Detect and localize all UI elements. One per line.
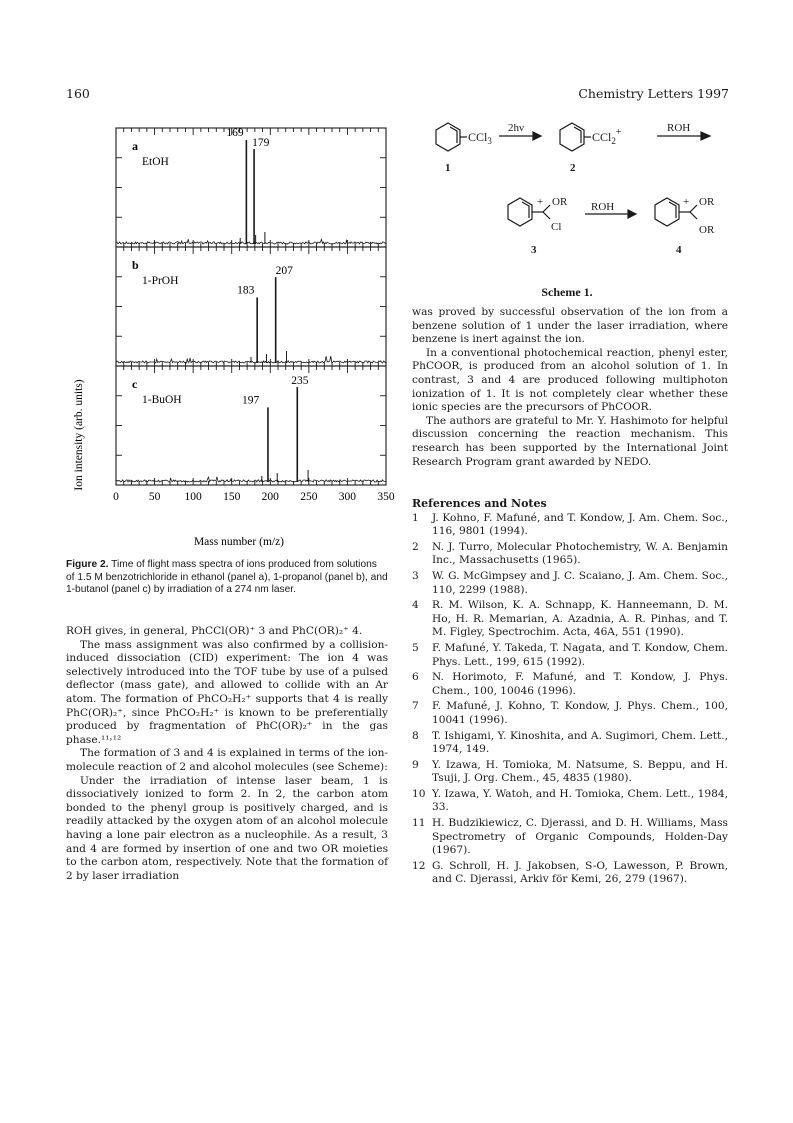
x-tick-label: 100 xyxy=(184,491,202,503)
reference-item xyxy=(412,730,728,757)
references-section xyxy=(412,497,728,889)
figure-caption-text: Time of flight mass spectra of ions produced from solutions of 1.5 M benzotrichloride in ethanol (panel a), 1-propanol (panel b), and 1-butanol (panel c) by irradiation of a 274 nm laser. xyxy=(66,559,388,596)
reference-number: 2 xyxy=(412,540,419,553)
ccl2-cation-group: CCl$_2$+ xyxy=(592,127,622,146)
reference-number: 6 xyxy=(412,671,419,684)
arrow-1 xyxy=(533,132,541,140)
peak-label-179: 179 xyxy=(252,137,270,150)
references-heading: References and Notes xyxy=(412,497,547,510)
reference-text: N. Horimoto, F. Mafuné, and T. Kondow, J. Phys. Chem., 100, 10046 (1996). xyxy=(432,671,728,697)
right-body-text xyxy=(412,306,728,469)
arrow-3 xyxy=(628,210,636,218)
reference-text: T. Ishigami, Y. Kinoshita, and A. Sugimori, Chem. Lett., 1974, 149. xyxy=(432,729,728,756)
spectrum-panel-a xyxy=(116,127,386,247)
panel-solvent: 1-PrOH xyxy=(142,275,179,287)
compound-label-4: 4 xyxy=(676,244,682,256)
reference-number: 10 xyxy=(412,787,426,800)
x-tick-label: 150 xyxy=(223,491,241,503)
reference-item xyxy=(412,817,728,858)
reference-number: 12 xyxy=(412,859,426,872)
paragraph: Under the irradiation of intense laser beam, 1 is dissociatively ionized to form 2. In 2, the carbon atom bonded to the phenyl group is positively charged, and is readily attacked by the oxygen atom of an alcohol molecule having a lone pair electron as a nucleophile. As a result, 3 and 4 are formed by insertion of one and two OR moieties to the carbon atom, respectively. Note that the formation of 2 by laser irradiation xyxy=(66,774,388,882)
reference-number: 3 xyxy=(412,569,419,582)
peak-label-169: 169 xyxy=(226,127,244,140)
peak-label-183: 183 xyxy=(237,284,255,297)
paragraph: ROH gives, in general, PhCCl(OR)⁺ 3 and PhC(OR)₂⁺ 4. xyxy=(66,625,363,637)
panel-letter: c xyxy=(132,377,138,391)
benzene-ring-1 xyxy=(436,123,460,151)
paragraph: The formation of 3 and 4 is explained in terms of the ion-molecule reaction of 2 and alcohol molecules (see Scheme): xyxy=(66,747,388,773)
panel-solvent: EtOH xyxy=(142,156,169,168)
reference-text: F. Mafuné, Y. Takeda, T. Nagata, and T. Kondow, Chem. Phys. Lett., 199, 615 (1992). xyxy=(432,641,728,668)
peak-label-235: 235 xyxy=(291,375,309,388)
reference-text: N. J. Turro, Molecular Photochemistry, W. A. Benjamin Inc., Massachusetts (1965). xyxy=(432,540,728,567)
reference-item xyxy=(412,570,728,597)
panel-letter: b xyxy=(132,258,139,272)
compound-label-3: 3 xyxy=(531,244,537,256)
reference-number: 11 xyxy=(412,817,426,830)
scheme-title: Scheme 1. xyxy=(541,285,593,299)
x-tick-label: 250 xyxy=(300,491,318,503)
peak-label-207: 207 xyxy=(275,265,293,278)
x-tick-label: 50 xyxy=(148,491,161,503)
reference-item xyxy=(412,700,728,727)
reference-text: F. Mafuné, J. Kohno, T. Kondow, J. Phys. Chem., 100, 10041 (1996). xyxy=(432,700,728,726)
x-tick-label: 350 xyxy=(377,491,395,503)
journal-title: Chemistry Letters 1997 xyxy=(578,86,729,101)
x-axis-label: Mass number (m/z) xyxy=(193,536,285,548)
left-body-text xyxy=(66,625,388,883)
reference-number: 9 xyxy=(412,758,419,771)
ccl3-group: CCl$_3$ xyxy=(468,130,492,146)
arrow-2 xyxy=(701,132,710,140)
spectrum-baseline xyxy=(116,239,385,244)
reference-text: Y. Izawa, Y. Watoh, and H. Tomioka, Chem. Lett., 1984, 33. xyxy=(432,787,728,814)
reagent-roh-1: ROH xyxy=(667,122,691,134)
figure-caption xyxy=(66,559,388,597)
figure-caption-label: Figure 2. xyxy=(66,559,109,570)
reference-number: 7 xyxy=(412,700,419,713)
reference-item xyxy=(412,759,728,786)
plus-charge-4: + xyxy=(683,196,690,208)
reference-text: G. Schroll, H. J. Jakobsen, S-O, Lawesson, P. Brown, and C. Djerassi, Arkiv för Kemi, 26, 279 (1967). xyxy=(432,859,728,886)
or-substituent-3: OR xyxy=(552,196,568,208)
x-tick-label: 0 xyxy=(113,491,119,503)
reaction-scheme xyxy=(405,110,730,300)
reference-text: H. Budzikiewicz, C. Djerassi, and D. H. Williams, Mass Spectrometry of Organic Compounds, Holden-Day (1967). xyxy=(432,817,728,857)
peak-label-197: 197 xyxy=(241,394,260,407)
paragraph: was proved by successful observation of the ion from a benzene solution of 1 under the laser irradiation, where benzene is inert against the ion. xyxy=(412,306,728,346)
panel-letter: a xyxy=(132,139,138,153)
cl-substituent-3: Cl xyxy=(551,221,562,233)
references-list xyxy=(412,512,728,887)
plus-charge-3: + xyxy=(537,196,544,208)
paragraph: The authors are grateful to Mr. Y. Hashimoto for helpful discussion concerning the reaction mechanism. This research has been supported by the International Joint Research Program grant awarded by NEDO. xyxy=(412,414,728,468)
reference-item xyxy=(412,642,728,669)
page-number: 160 xyxy=(66,86,90,101)
paragraph: The mass assignment was also confirmed by a collision-induced dissociation (CID) experiment: The ion 4 was selectively introduced into the TOF tube by use of a pulsed deflector (mass gate), and allowed to collide with an Ar atom. The formation of PhCO₂H₂⁺ supports that 4 is really PhC(OR)₂⁺, since PhCO₂H₂⁺ is known to be preferentially produced by fragmentation of PhC(OR)₂⁺ in the gas phase.¹¹˒¹² xyxy=(66,638,388,746)
reference-text: R. M. Wilson, K. A. Schnapp, K. Hanneemann, D. M. Ho, H. R. Memarian, A. Azadnia, A. R. Pinhas, and T. M. Figley, Spectrochim. Acta, 46A, 551 (1990). xyxy=(432,599,728,639)
reagent-2hv: 2hν xyxy=(508,122,524,134)
reference-number: 4 xyxy=(412,599,419,612)
spectrum-panel-c xyxy=(116,366,386,485)
spectrum-baseline xyxy=(116,477,385,482)
reference-item xyxy=(412,541,728,568)
reagent-roh-2: ROH xyxy=(591,201,615,213)
paragraph: In a conventional photochemical reaction, phenyl ester, PhCOOR, is produced from an alcohol solution of 1. In contrast, 3 and 4 are produced following multiphoton ionization of 1. It is not completely clear whether these ionic species are the precursors of PhCOOR. xyxy=(412,346,728,414)
compound-label-1: 1 xyxy=(445,162,451,174)
x-tick-label: 200 xyxy=(261,491,279,503)
y-axis-label: Ion intensity (arb. units) xyxy=(73,379,85,491)
reference-text: Y. Izawa, H. Tomioka, M. Natsume, S. Beppu, and H. Tsuji, J. Org. Chem., 45, 4835 (1980). xyxy=(432,758,728,785)
reference-text: W. G. McGimpsey and J. C. Scaiano, J. Am. Chem. Soc., 110, 2299 (1988). xyxy=(432,569,728,596)
reference-item xyxy=(412,599,728,640)
spectrum-panel-b xyxy=(116,247,386,366)
x-tick-label: 300 xyxy=(338,491,357,503)
reference-item xyxy=(412,860,728,887)
reference-item xyxy=(412,788,728,815)
reference-number: 8 xyxy=(412,729,419,742)
reference-number: 5 xyxy=(412,641,419,654)
reference-text: J. Kohno, F. Mafuné, and T. Kondow, J. Am. Chem. Soc., 116, 9801 (1994). xyxy=(432,511,728,538)
reference-number: 1 xyxy=(412,511,419,524)
mass-spectra-figure xyxy=(66,112,396,552)
compound-label-2: 2 xyxy=(570,162,576,174)
reference-item xyxy=(412,512,728,539)
or-substituent-4b: OR xyxy=(699,224,715,236)
panel-solvent: 1-BuOH xyxy=(142,394,182,406)
reference-item xyxy=(412,671,728,698)
or-substituent-4a: OR xyxy=(699,196,715,208)
